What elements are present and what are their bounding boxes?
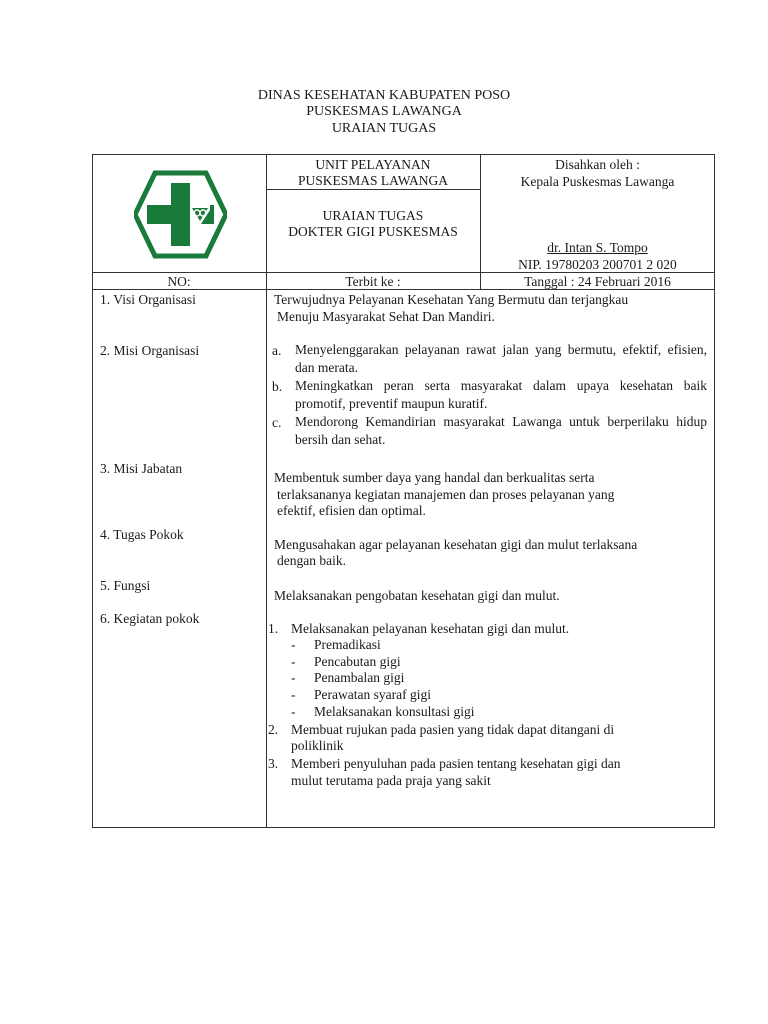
misi-b-text: Meningkatkan peran serta masyarakat dalam upaya kesehatan baik promotif, preventif maupun kuratif.	[295, 378, 707, 411]
kegiatan-2-line-2: poliklinik	[291, 738, 344, 753]
misi-c-marker: c.	[272, 415, 282, 430]
jabatan-line-2: terlaksananya kegiatan manajemen dan proses pelayanan yang	[277, 487, 615, 502]
visi-line-1: Terwujudnya Pelayanan Kesehatan Yang Bermutu dan terjangkau	[274, 292, 629, 307]
col-divider-1	[266, 154, 267, 828]
puskesmas-logo-icon	[134, 168, 227, 261]
jabatan-line-1: Membentuk sumber daya yang handal dan berkualitas serta	[274, 470, 595, 485]
tugas-line-1: Mengusahakan agar pelayanan kesehatan gigi dan mulut terlaksana	[274, 537, 638, 552]
tugas-line-2: dengan baik.	[277, 553, 346, 568]
kegiatan-2-marker: 2.	[268, 722, 279, 737]
doc-title-line-2: DOKTER GIGI PUSKESMAS	[288, 224, 458, 239]
sub-item-dash: -	[291, 654, 296, 669]
visi-label: 1. Visi Organisasi	[100, 292, 196, 307]
jabatan-line-3: efektif, efisien dan optimal.	[277, 503, 426, 518]
doc-title-line-1: URAIAN TUGAS	[322, 208, 424, 223]
kegiatan-label: 6. Kegiatan pokok	[100, 611, 200, 626]
unit-line-1: UNIT PELAYANAN	[315, 157, 431, 172]
sub-item-1: Premadikasi	[314, 637, 381, 652]
sub-item-5: Melaksanakan konsultasi gigi	[314, 704, 475, 719]
kegiatan-3-marker: 3.	[268, 756, 279, 771]
header-agency: DINAS KESEHATAN KABUPATEN POSO	[257, 88, 511, 103]
sub-item-4: Perawatan syaraf gigi	[314, 687, 431, 702]
sub-item-3: Penambalan gigi	[314, 670, 405, 685]
sub-item-dash: -	[291, 637, 296, 652]
kegiatan-1-marker: 1.	[268, 621, 279, 636]
approver-title: Kepala Puskesmas Lawanga	[520, 174, 675, 189]
kegiatan-3-line-2: mulut terutama pada praja yang sakit	[291, 773, 491, 788]
tugas-label: 4. Tugas Pokok	[100, 527, 184, 542]
unit-line-2: PUSKESMAS LAWANGA	[297, 173, 449, 188]
misi-a-text: Menyelenggarakan pelayanan rawat jalan yang bermutu, efektif, efisien, dan merata.	[295, 342, 707, 375]
header-doc-type: URAIAN TUGAS	[331, 121, 437, 136]
misi-label: 2. Misi Organisasi	[100, 343, 200, 358]
kegiatan-2-line-1: Membuat rujukan pada pasien yang tidak dapat ditangani di	[291, 722, 615, 737]
fungsi-text: Melaksanakan pengobatan kesehatan gigi dan mulut.	[274, 588, 560, 603]
issue-label: Terbit ke :	[345, 274, 401, 289]
kegiatan-3-line-1: Memberi penyuluhan pada pasien tentang kesehatan gigi dan	[291, 756, 621, 771]
sub-item-2: Pencabutan gigi	[314, 654, 401, 669]
fungsi-label: 5. Fungsi	[100, 578, 151, 593]
misi-a-marker: a.	[272, 343, 282, 358]
no-label: NO:	[167, 274, 191, 289]
approved-by-label: Disahkan oleh :	[555, 157, 640, 172]
sub-item-dash: -	[291, 670, 296, 685]
row-divider-unit	[266, 189, 480, 190]
visi-line-2: Menuju Masyarakat Sehat Dan Mandiri.	[277, 309, 495, 324]
header-facility: PUSKESMAS LAWANGA	[306, 104, 462, 119]
kegiatan-1-text: Melaksanakan pelayanan kesehatan gigi dan mulut.	[291, 621, 570, 636]
jabatan-label: 3. Misi Jabatan	[100, 461, 183, 476]
sub-item-dash: -	[291, 704, 296, 719]
sub-item-dash: -	[291, 687, 296, 702]
misi-c-text: Mendorong Kemandirian masyarakat Lawanga untuk berperilaku hidup bersih dan sehat.	[295, 414, 707, 447]
date-label: Tanggal : 24 Februari 2016	[524, 274, 671, 289]
approver-nip: NIP. 19780203 200701 2 020	[518, 257, 677, 272]
approver-name: dr. Intan S. Tompo	[547, 240, 648, 255]
misi-b-marker: b.	[272, 379, 283, 394]
